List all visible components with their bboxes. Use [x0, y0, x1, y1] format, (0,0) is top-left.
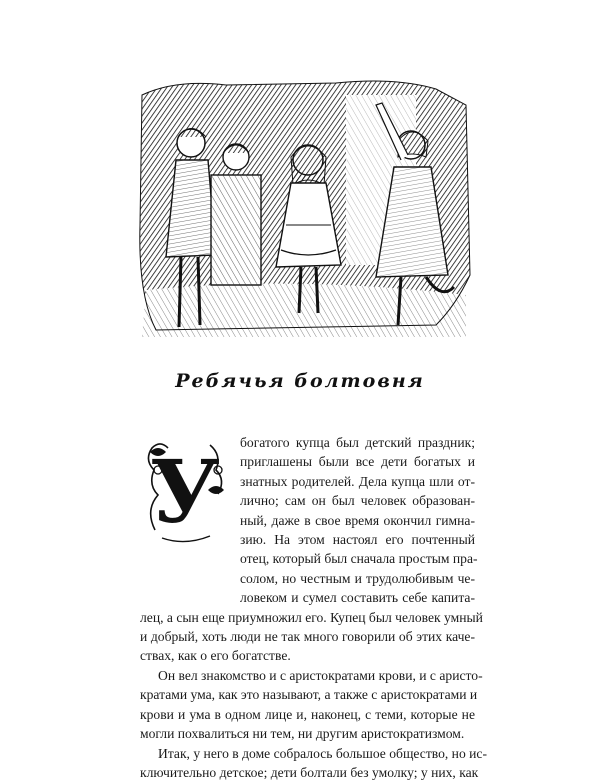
paragraph: [140, 433, 475, 666]
text-line: кратами ума, как это называют, а также с аристократами и: [140, 685, 475, 704]
text-line: Итак, у него в доме собралось большое общество, но ис-: [140, 744, 475, 763]
paragraph: [140, 666, 475, 744]
paragraph: [140, 744, 475, 782]
text-line: отец, который был сначала простым пра-: [140, 549, 475, 568]
text-line: знатных родителей. Дела купца шли от-: [140, 472, 475, 491]
text-line: приглашены были все дети богатых и: [140, 452, 475, 471]
text-line: ный, даже в свое время окончил гимна-: [140, 511, 475, 530]
text-line: Он вел знакомство и с аристократами крови, и с аристо-: [140, 666, 475, 685]
text-line: ключительно детское; дети болтали без умолку; у них, как: [140, 763, 475, 782]
chapter-title: Ребячья болтовня: [0, 370, 600, 392]
text-line: лично; сам он был человек образован-: [140, 491, 475, 510]
text-line: ствах, как о его богатстве.: [140, 646, 475, 665]
chapter-illustration: [136, 75, 472, 337]
text-line: крови и ума в одном лице и, наконец, с теми, которые не: [140, 705, 475, 724]
text-line: богатого купца был детский праздник;: [140, 433, 475, 452]
text-line: зию. На этом настоял его почтенный: [140, 530, 475, 549]
text-line: ловеком и сумел составить себе капита-: [140, 588, 475, 607]
body-text: [140, 433, 475, 782]
dropcap-letter: У: [150, 442, 220, 543]
text-line: лец, а сын еще приумножил его. Купец был человек умный: [140, 608, 475, 627]
text-line: и добрый, хоть люди не так много говорили об этих каче-: [140, 627, 475, 646]
engraving-children-playing-icon: [136, 75, 472, 337]
text-line: могли похвалиться ни тем, ни другим аристократизмом.: [140, 724, 475, 743]
text-line: солом, но честным и трудолюбивым че-: [140, 569, 475, 588]
